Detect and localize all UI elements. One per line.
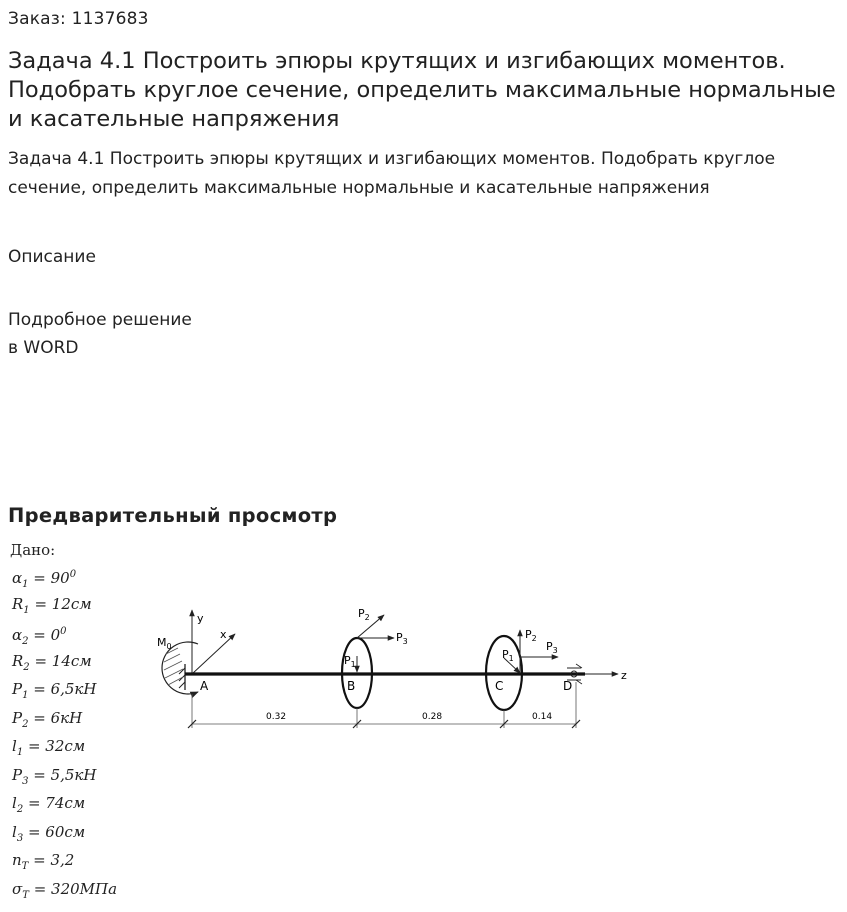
- preview-heading: Предварительный просмотр: [8, 504, 338, 527]
- given-symbol: P: [12, 765, 23, 784]
- point-a-label: A: [200, 679, 209, 693]
- solution-line-1: Подробное решение: [8, 310, 192, 330]
- given-value: = 6,5кН: [28, 680, 97, 698]
- given-symbol: n: [12, 851, 22, 869]
- given-value: = 74см: [23, 794, 86, 812]
- given-subscript: 2: [23, 661, 30, 673]
- given-value: = 90: [28, 569, 70, 587]
- given-row: [12, 590, 117, 619]
- given-symbol: R: [12, 594, 24, 613]
- given-symbol: l: [12, 737, 17, 755]
- y-axis-label: y: [197, 612, 204, 625]
- given-row: [12, 675, 117, 704]
- order-number: Заказ: 1137683: [8, 9, 149, 29]
- given-label: Дано:: [10, 541, 56, 559]
- given-subscript: 3: [22, 775, 29, 787]
- given-row: [12, 704, 117, 733]
- force-p2-c-label: $P_2$: [525, 628, 537, 643]
- given-value: = 6кН: [28, 708, 83, 727]
- given-value: = 60см: [23, 822, 86, 841]
- given-value: = 320МПа: [28, 879, 118, 898]
- given-row: [12, 846, 117, 875]
- force-p1-b-label: $P_1$: [344, 654, 356, 669]
- given-subscript: 3: [16, 832, 24, 844]
- task-description: Задача 4.1 Построить эпюры крутящих и изгибающих моментов. Подобрать круглое сечение, определить максимальные нормальные и касательные напряжения: [8, 149, 776, 198]
- given-symbol: P: [12, 708, 23, 727]
- given-row: [12, 818, 117, 847]
- given-symbol: l: [12, 794, 17, 812]
- given-row: [12, 875, 117, 904]
- given-value: = 32см: [23, 737, 86, 755]
- given-row: [12, 618, 117, 647]
- given-subscript: T: [21, 861, 29, 872]
- given-subscript: 1: [23, 604, 30, 616]
- given-subscript: 2: [22, 718, 29, 730]
- solution-line-2: в WORD: [8, 338, 79, 358]
- point-c-label: C: [495, 679, 504, 693]
- given-row: [12, 647, 117, 676]
- x-axis-label: x: [220, 628, 227, 641]
- given-subscript: 1: [22, 690, 29, 701]
- point-b-label: B: [347, 679, 356, 693]
- given-row: [12, 789, 117, 818]
- point-d-label: D: [563, 679, 573, 693]
- given-symbol: R: [12, 651, 24, 670]
- given-row: [12, 761, 117, 790]
- given-value: = 12см: [29, 594, 92, 613]
- given-symbol: α: [12, 626, 23, 644]
- given-row: [12, 732, 117, 761]
- dimension-label-1: 0.32: [266, 712, 287, 722]
- given-superscript: 0: [69, 569, 77, 580]
- given-symbol: l: [12, 822, 17, 841]
- given-subscript: 1: [22, 579, 29, 590]
- given-symbol: α: [12, 569, 23, 587]
- given-value: = 14см: [29, 651, 92, 670]
- dimension-label-3: 0.14: [532, 712, 553, 722]
- given-symbol: σ: [12, 879, 23, 898]
- force-p3-b-label: $P_3$: [396, 631, 408, 646]
- given-value: = 0: [28, 626, 61, 644]
- force-p3-c-label: $P_3$: [546, 640, 558, 655]
- given-value: = 3,2: [28, 851, 75, 869]
- given-subscript: 2: [16, 804, 24, 815]
- z-axis-label: z: [621, 669, 627, 682]
- force-p2-b-label: $P_2$: [358, 607, 370, 622]
- given-row: [12, 561, 117, 590]
- given-subscript: 2: [22, 636, 29, 647]
- description-heading: Описание: [8, 247, 96, 267]
- given-data-list: [12, 561, 117, 903]
- given-superscript: 0: [60, 626, 67, 637]
- force-p1-c-label: $P_1$: [502, 648, 514, 663]
- given-value: = 5,5кН: [28, 765, 97, 784]
- support-a: [179, 664, 185, 690]
- given-symbol: P: [12, 680, 23, 698]
- moment-label: $M_0$: [157, 636, 172, 651]
- x-axis: [192, 634, 235, 674]
- given-subscript: 1: [16, 747, 24, 758]
- shaft-diagram: [140, 598, 640, 738]
- dimension-label-2: 0.28: [422, 712, 443, 722]
- task-title: Задача 4.1 Построить эпюры крутящих и изгибающих моментов. Подобрать круглое сечение, определить максимальные нормальные и касательные напряжения: [8, 48, 836, 132]
- given-subscript: T: [22, 889, 29, 901]
